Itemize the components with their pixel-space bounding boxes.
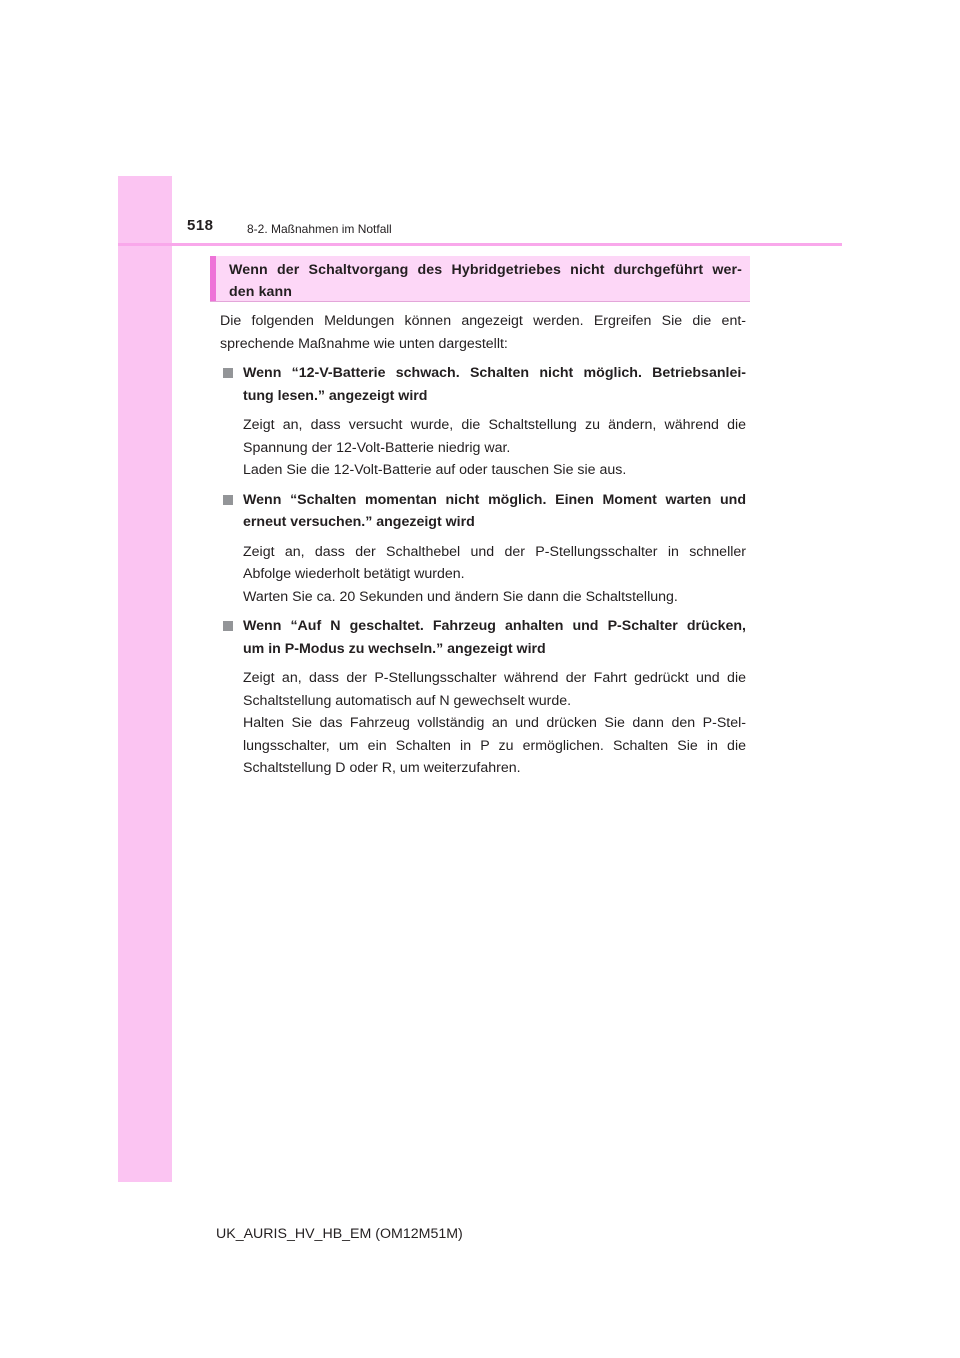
header-rule [118,243,842,246]
text-line: sprechende Maßnahme wie unten dargestellt: [220,335,508,352]
text-line: Zeigt an, dass der P-Stellungsschalter während der Fahrt gedrückt und die [243,670,746,686]
text-line: Wenn “12-V-Batterie schwach. Schalten nicht möglich. Betriebsanlei- [243,365,746,381]
message-title [243,615,746,660]
square-bullet-icon [223,495,233,505]
message-title [243,489,746,534]
text-line: um in P-Modus zu wechseln.” angezeigt wird [243,640,546,657]
text-line: Wenn “Auf N geschaltet. Fahrzeug anhalten und P-Schalter drücken, [243,618,746,634]
section-title: 8-2. Maßnahmen im Notfall [247,222,392,236]
square-bullet-icon [223,368,233,378]
message-item [220,362,746,482]
text-line: Die folgenden Meldungen können angezeigt werden. Ergreifen Sie die ent- [220,313,746,329]
text-line: Spannung der 12-Volt-Batterie niedrig war. [243,439,511,456]
side-color-band [118,176,172,1182]
topic-heading-line: Wenn der Schaltvorgang des Hybridgetriebes nicht durchgeführt wer- [229,262,742,278]
document-code: UK_AURIS_HV_HB_EM (OM12M51M) [216,1226,463,1242]
text-line: erneut versuchen.” angezeigt wird [243,514,475,530]
text-line: Schaltstellung D oder R, um weiterzufahren. [243,760,521,776]
topic-heading-line: den kann [229,283,293,300]
main-content [220,310,746,787]
text-line: Zeigt an, dass versucht wurde, die Schaltstellung zu ändern, während die [243,417,746,433]
square-bullet-icon [223,621,233,631]
text-line: tung lesen.” angezeigt wird [243,387,428,404]
topic-heading-underline [210,301,750,302]
topic-heading-box [210,256,750,302]
message-item [220,489,746,609]
message-item [220,615,746,780]
text-line: Schaltstellung automatisch auf N gewechselt wurde. [243,692,572,709]
text-line: Abfolge wiederholt betätigt wurden. [243,566,465,582]
text-line: Warten Sie ca. 20 Sekunden und ändern Sie dann die Schaltstellung. [243,588,678,605]
text-line: Halten Sie das Fahrzeug vollständig an und drücken Sie dann den P-Stel- [243,715,746,731]
text-line: lungsschalter, um ein Schalten in P zu ermöglichen. Schalten Sie in die [243,737,746,754]
intro-paragraph [220,310,746,355]
text-line: Zeigt an, dass der Schalthebel und der P-Stellungsschalter in schneller [243,543,746,560]
text-line: Laden Sie die 12-Volt-Batterie auf oder tauschen Sie sie aus. [243,462,627,478]
message-title [243,362,746,407]
topic-heading [229,260,742,303]
text-line: Wenn “Schalten momentan nicht möglich. Einen Moment warten und [243,491,746,508]
message-description [243,414,746,482]
message-description [243,667,746,780]
page-number: 518 [187,217,214,234]
message-description [243,541,746,609]
